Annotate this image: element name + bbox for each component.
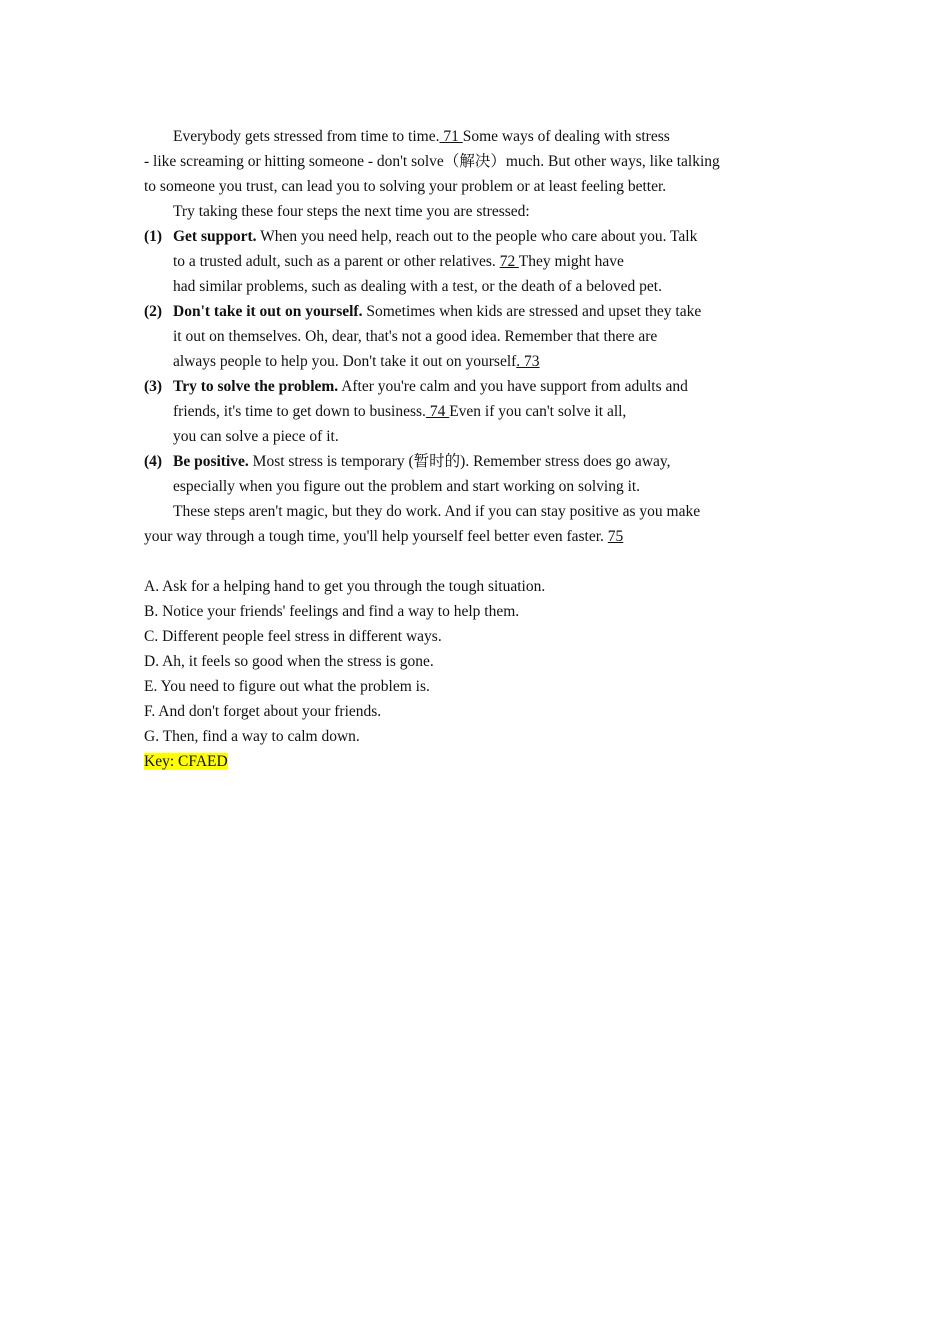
outro-line-1 — [144, 499, 784, 524]
intro-text: Try taking these four steps the next time you are stressed: — [173, 203, 530, 220]
intro-text: to someone you trust, can lead you to solving your problem or at least feeling better. — [144, 178, 667, 195]
step-4-line-2 — [144, 474, 784, 499]
intro-line-4 — [144, 199, 784, 224]
step-4-line-1 — [144, 449, 784, 474]
intro-line-3 — [144, 174, 784, 199]
spacer — [144, 549, 784, 574]
step-text: had similar problems, such as dealing with a test, or the death of a beloved pet. — [173, 278, 662, 295]
step-text: Even if you can't solve it all, — [449, 403, 627, 420]
step-text: always people to help you. Don't take it out on yourself — [173, 353, 517, 370]
step-3-line-3 — [144, 424, 784, 449]
step-text: friends, it's time to get down to business. — [173, 403, 426, 420]
option-g: G. Then, find a way to calm down. — [144, 728, 360, 745]
step-title: Don't take it out on yourself. — [173, 303, 363, 320]
intro-text: Some ways of dealing with stress — [462, 128, 670, 145]
option-c: C. Different people feel stress in different ways. — [144, 628, 442, 645]
step-1-line-3 — [144, 274, 784, 299]
step-3-line-2 — [144, 399, 784, 424]
step-text: After you're calm and you have support from adults and — [338, 378, 688, 395]
step-text: especially when you figure out the problem and start working on solving it. — [173, 478, 641, 495]
answer-key: Key: CFAED — [144, 753, 228, 770]
step-3-line-1 — [144, 374, 784, 399]
step-number: (4) — [144, 453, 163, 470]
document-page — [144, 124, 784, 774]
outro-text: your way through a tough time, you'll help yourself feel better even faster. — [144, 528, 608, 545]
option-b: B. Notice your friends' feelings and find a way to help them. — [144, 603, 520, 620]
step-number: (2) — [144, 303, 163, 320]
step-number: (3) — [144, 378, 163, 395]
step-text: it out on themselves. Oh, dear, that's not a good idea. Remember that there are — [173, 328, 658, 345]
step-title: Get support. — [173, 228, 257, 245]
outro-line-2 — [144, 524, 784, 549]
option-a: A. Ask for a helping hand to get you through the tough situation. — [144, 578, 546, 595]
answer-key-line — [144, 749, 784, 774]
blank-73: . 73 — [516, 353, 540, 370]
outro-text: These steps aren't magic, but they do work. And if you can stay positive as you make — [173, 503, 701, 520]
step-2-line-3 — [144, 349, 784, 374]
step-1-line-2 — [144, 249, 784, 274]
blank-74: 74 — [425, 403, 450, 420]
intro-text: - like screaming or hitting someone - don't solve（解决）much. But other ways, like talking — [144, 153, 720, 170]
blank-75: 75 — [607, 528, 624, 545]
step-text: They might have — [518, 253, 624, 270]
step-text: When you need help, reach out to the people who care about you. Talk — [256, 228, 698, 245]
step-text: you can solve a piece of it. — [173, 428, 339, 445]
option-e: E. You need to figure out what the problem is. — [144, 678, 430, 695]
step-1-line-1 — [144, 224, 784, 249]
step-title: Be positive. — [173, 453, 249, 470]
step-2-line-1 — [144, 299, 784, 324]
step-2-line-2 — [144, 324, 784, 349]
step-text: Sometimes when kids are stressed and upset they take — [362, 303, 702, 320]
step-text: Most stress is temporary (暂时的). Remember stress does go away, — [248, 453, 671, 470]
step-number: (1) — [144, 228, 163, 245]
option-f: F. And don't forget about your friends. — [144, 703, 382, 720]
intro-text: Everybody gets stressed from time to time. — [173, 128, 440, 145]
intro-line-1 — [144, 124, 784, 149]
step-title: Try to solve the problem. — [173, 378, 339, 395]
intro-line-2 — [144, 149, 784, 174]
blank-71: 71 — [439, 128, 463, 145]
blank-72: 72 — [499, 253, 519, 270]
step-text: to a trusted adult, such as a parent or other relatives. — [173, 253, 500, 270]
option-d: D. Ah, it feels so good when the stress is gone. — [144, 653, 434, 670]
